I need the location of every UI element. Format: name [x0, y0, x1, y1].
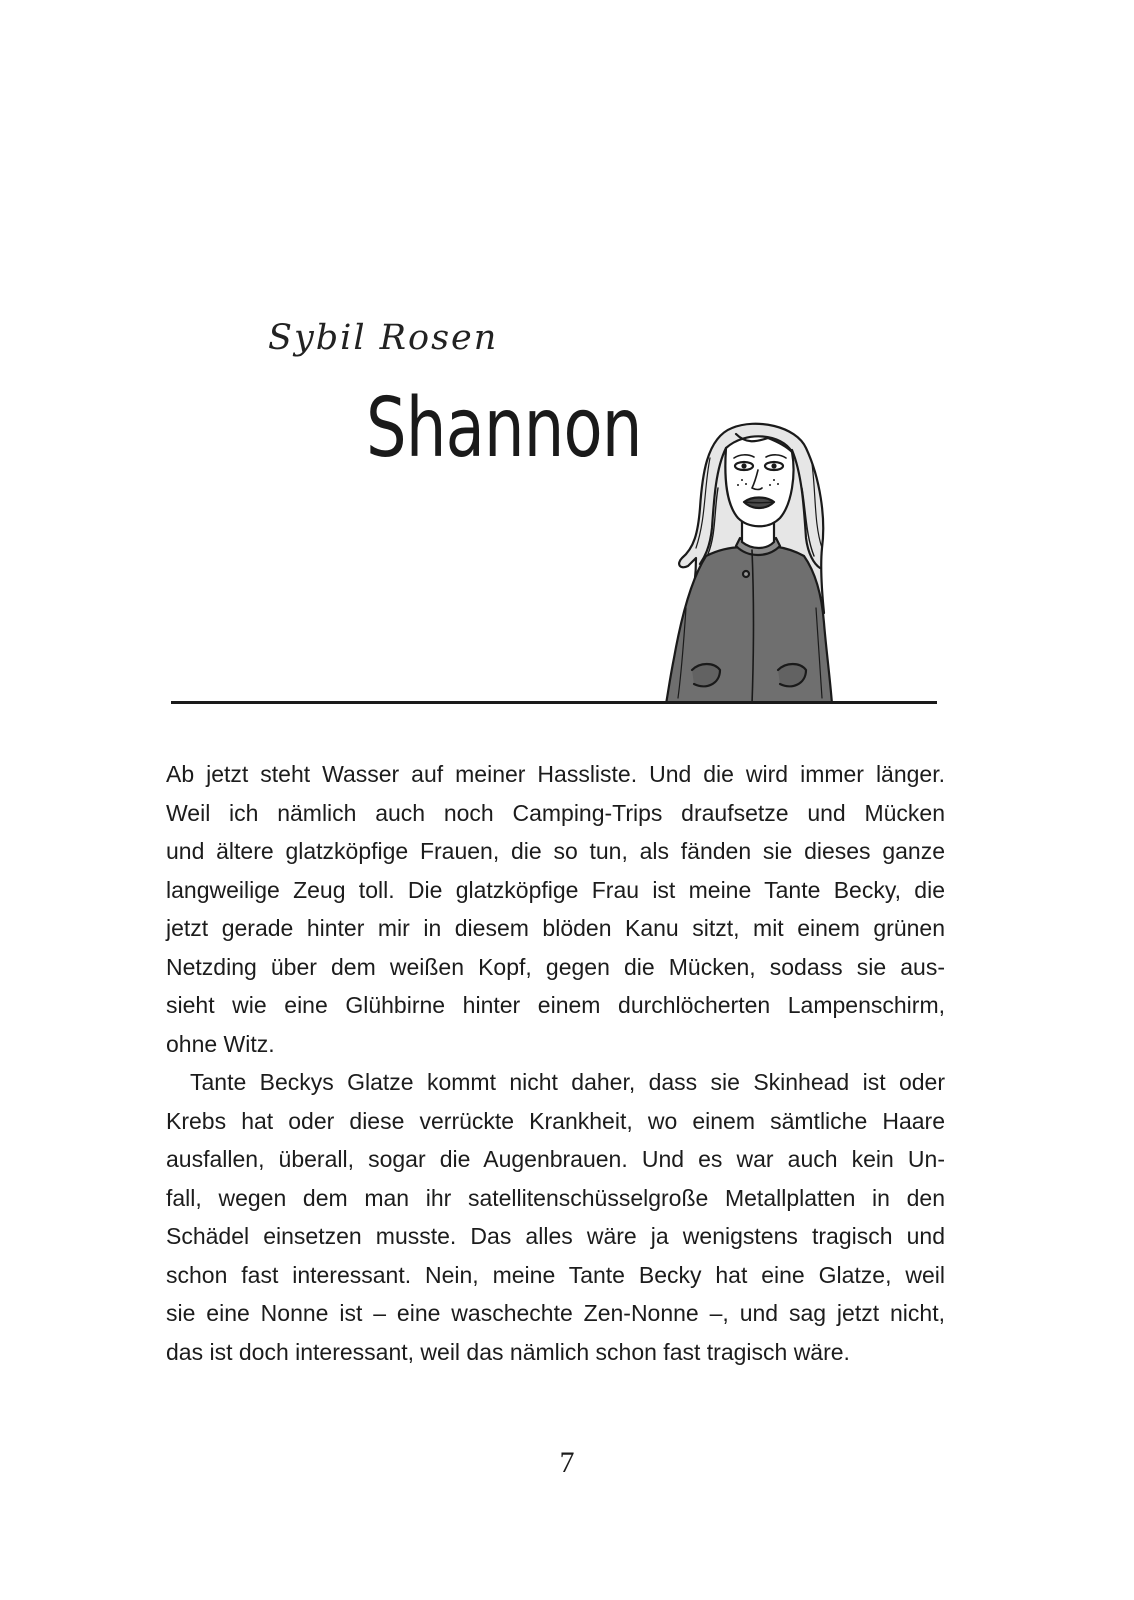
text-line: fall, wegen dem man ihr satellitenschüsselgroße Metallplatten in den [166, 1184, 945, 1211]
text-line: Netzding über dem weißen Kopf, gegen die Mücken, sodass sie aus- [166, 953, 945, 980]
text-line: jetzt gerade hinter mir in diesem blöden Kanu sitzt, mit einem grünen [166, 915, 945, 941]
chapter-title: Shannon [366, 381, 642, 476]
girl-portrait-drawing-icon [656, 408, 856, 704]
page-number: 7 [559, 1446, 575, 1479]
text-line: Krebs hat oder diese verrückte Krankheit, wo einem sämtliche Haare [166, 1107, 945, 1134]
body-text [166, 755, 945, 1371]
text-line: sieht wie eine Glühbirne hinter einem durchlöcherten Lampenschirm, [166, 992, 945, 1018]
author-name: Sybil Rosen [268, 318, 499, 358]
text-line: langweilige Zeug toll. Die glatzköpfige Frau ist meine Tante Becky, die [166, 876, 945, 903]
text-line: und ältere glatzköpfige Frauen, die so tun, als fänden sie dieses ganze [166, 838, 945, 864]
text-line: ohne Witz. [166, 1030, 275, 1057]
text-line: Ab jetzt steht Wasser auf meiner Hassliste. Und die wird immer länger. [166, 761, 945, 787]
text-line: ausfallen, überall, sogar die Augenbrauen. Und es war auch kein Un- [166, 1146, 945, 1172]
text-line: Tante Beckys Glatze kommt nicht daher, dass sie Skinhead ist oder [190, 1069, 945, 1095]
text-line: Weil ich nämlich auch noch Camping-Trips draufsetze und Mücken [166, 799, 945, 826]
text-line: Schädel einsetzen musste. Das alles wäre ja wenigstens tragisch und [166, 1223, 945, 1249]
text-line: das ist doch interessant, weil das nämlich schon fast tragisch wäre. [166, 1338, 850, 1365]
horizontal-rule [171, 701, 937, 704]
text-line: sie eine Nonne ist – eine waschechte Zen-Nonne –, und sag jetzt nicht, [166, 1300, 945, 1326]
text-line: schon fast interessant. Nein, meine Tante Becky hat eine Glatze, weil [166, 1261, 945, 1288]
